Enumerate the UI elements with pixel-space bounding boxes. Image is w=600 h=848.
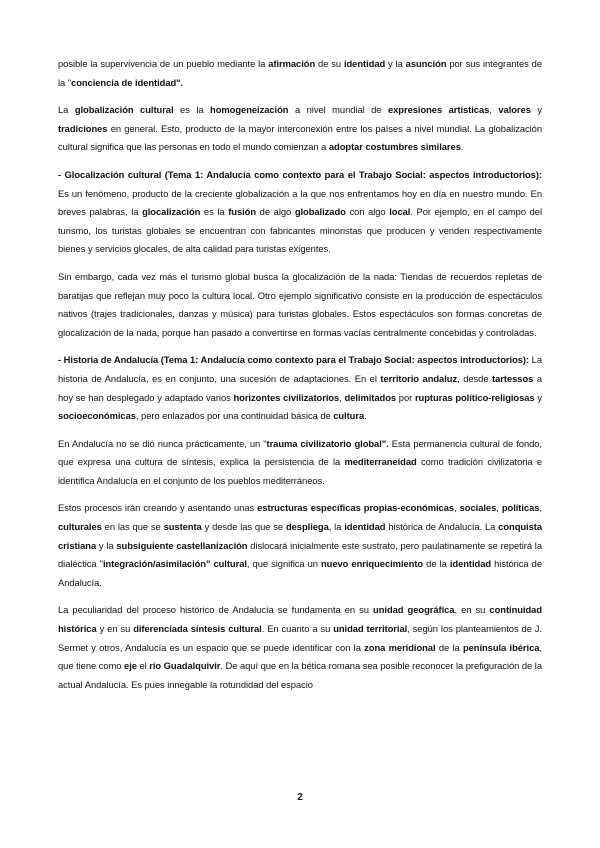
text-run: , que significa un <box>246 558 321 570</box>
bold-text-run: asunción <box>405 58 447 69</box>
text-run: en las que se <box>101 521 164 533</box>
paragraph <box>58 499 542 592</box>
bold-text-run: subsiguiente castellanización <box>116 539 248 551</box>
text-run: , que tiene como <box>58 641 542 672</box>
text-run: , <box>496 502 502 514</box>
bold-text-run: conciencia de identidad". <box>71 76 184 88</box>
text-run: por <box>396 391 415 403</box>
bold-text-run: despliega <box>285 521 329 533</box>
paragraph <box>58 601 542 694</box>
text-run: , <box>489 104 499 116</box>
bold-text-run: territorio andaluz <box>380 372 458 384</box>
text-run: Es un fenómeno, producto de la creciente globalización a la que nos enfrentamos hoy en día en nuestro mundo. En breves palabras, la <box>58 187 542 218</box>
text-run: . Por ejemplo, en el campo del turismo, los turistas globales se encuentran con fabricantes minoristas que producen y venden respectivamente bienes y servicios glocales, de alta calidad para turistas exigentes. <box>58 206 542 255</box>
bold-text-run: valores <box>498 104 531 116</box>
paragraph <box>58 101 542 157</box>
text-run: y la <box>385 58 406 69</box>
bold-text-run: globalizado <box>294 206 346 218</box>
bold-text-run: cultura <box>333 410 365 422</box>
bold-text-run: socioeconómicas <box>58 410 136 422</box>
bold-text-run: homogeneización <box>210 104 289 116</box>
bold-text-run: globalización cultural <box>74 104 174 116</box>
text-run: a nivel mundial de <box>288 104 388 116</box>
bold-text-run: continuidad histórica <box>58 604 542 635</box>
bold-text-run: integración/asimilación" cultural <box>102 558 247 570</box>
text-run: con algo <box>345 206 390 218</box>
text-run: . De aquí que en la bética romana sea posible reconocer la prefiguración de la actual Andalucía. Es pues innegable la rotundidad del espacio <box>58 660 542 690</box>
bold-text-run: - Glocalización cultural (Tema 1: Andalucía como contexto para el Trabajo Social: aspectos introductorios): <box>58 168 542 180</box>
text-run: es la <box>200 206 229 218</box>
text-run: , <box>339 391 345 403</box>
paragraph <box>58 351 542 425</box>
text-run: Sin embargo, cada vez más el turismo global busca la glocalización de la nada: Tiendas de recuerdos repletas de baratijas que reflejan muy poco la cultura local. Otro ejemplo significativo consiste en la producción de espectáculos nativos (trajes tradicionales, danzas y música) para turistas globales. Estos espectáculos son formas concretas de glocalización de la nada, porque han pasado a convertirse en formas vacías centralmente concebidas y controladas. <box>58 270 542 338</box>
text-run: de su <box>315 58 344 69</box>
text-run: . <box>460 141 464 153</box>
text-run: Estos procesos irán creando y asentando unas <box>58 502 258 514</box>
bold-text-run: unidad geográfica <box>373 604 455 616</box>
bold-text-run: expresiones artísticas <box>387 104 490 116</box>
bold-text-run: sociales <box>459 502 497 514</box>
text-run: histórica de Andalucía. <box>58 558 542 588</box>
text-run: y desde las que se <box>201 521 286 533</box>
text-run: , <box>454 502 460 514</box>
text-run: . En cuanto a su <box>261 623 334 635</box>
paragraph <box>58 435 542 491</box>
text-run: de algo <box>256 206 295 218</box>
text-run: , la <box>328 521 345 533</box>
bold-text-run: afirmación <box>268 58 316 69</box>
document-body <box>58 55 542 703</box>
text-run: La peculiaridad del proceso histórico de Andalucía se fundamenta en su <box>58 604 374 616</box>
text-run: de la <box>435 641 463 653</box>
bold-text-run: río Guadalquivir <box>149 660 221 672</box>
text-run: por sus integrantes de la " <box>58 58 542 88</box>
text-run: en general. Esto, producto de la mayor interconexión entre los países a nivel mundial. La globalización cultural significa que las personas en todo el mundo comienzan a <box>58 122 542 153</box>
bold-text-run: península ibérica <box>462 641 540 653</box>
text-run: , <box>539 502 542 514</box>
text-run: histórica de Andalucía. La <box>385 521 499 533</box>
text-run: es la <box>173 104 211 116</box>
text-run: el <box>136 660 150 672</box>
text-run: dislocará inicialmente este sustrato, pero paulatinamente se repetirá la dialéctica " <box>58 539 542 570</box>
bold-text-run: local <box>389 206 411 218</box>
text-run: y <box>534 391 542 403</box>
bold-text-run: zona meridional <box>364 641 436 653</box>
bold-text-run: identidad <box>344 521 386 533</box>
text-run: , desde <box>457 372 493 384</box>
bold-text-run: identidad <box>449 558 492 570</box>
text-run: como tradición civilizatoria e identifica Andalucía en el conjunto de los pueblos mediterráneos. <box>58 456 542 486</box>
text-run: La <box>58 104 75 116</box>
text-run: y la <box>96 539 117 551</box>
text-run: posible la supervivencia de un pueblo mediante la <box>58 58 269 69</box>
bold-text-run: culturales <box>58 521 102 533</box>
bold-text-run: fusión <box>228 206 257 218</box>
text-run: , pero enlazados por una continuidad básica de <box>135 410 334 422</box>
bold-text-run: mediterraneidad <box>344 456 417 468</box>
bold-text-run: delimitados <box>344 391 397 403</box>
bold-text-run: estructuras específicas propias-económicas <box>257 502 455 514</box>
text-run: de la <box>423 558 450 570</box>
paragraph <box>58 268 542 342</box>
text-run: . <box>364 410 367 422</box>
bold-text-run: eje <box>124 660 137 672</box>
bold-text-run: conquista cristiana <box>58 521 542 551</box>
bold-text-run: sustenta <box>163 521 202 533</box>
bold-text-run: adoptar costumbres similares <box>328 141 461 153</box>
text-run: a hoy se han desplegado y adaptado varios <box>58 372 543 403</box>
bold-text-run: unidad territorial <box>333 623 408 635</box>
bold-text-run: trauma civilizatorio global". <box>266 437 389 449</box>
text-run: En Andalucía no se dió nunca prácticamente, un " <box>58 437 267 449</box>
text-run: La historia de Andalucía, es en conjunto, una sucesión de adaptaciones. En el <box>58 354 542 384</box>
bold-text-run: políticas <box>501 502 540 514</box>
bold-text-run: horizontes civilizatorios <box>233 391 340 403</box>
bold-text-run: identidad <box>343 58 386 69</box>
text-run: y en su <box>96 623 134 635</box>
page-number: 2 <box>297 792 303 803</box>
bold-text-run: glocalización <box>142 206 201 218</box>
bold-text-run: nuevo enriquecimiento <box>321 558 424 570</box>
bold-text-run: tartessos <box>492 372 534 384</box>
bold-text-run: diferenciada síntesis cultural <box>133 623 262 635</box>
text-run: , según los planteamientos de J. Sermet y otros, Andalucía es un espacio que se puede identificar con la <box>58 623 542 653</box>
text-run: y <box>530 104 543 116</box>
bold-text-run: - Historia de Andalucía (Tema 1: Andalucía como contexto para el Trabajo Social: aspectos introductorios): <box>58 354 530 366</box>
paragraph <box>58 55 542 92</box>
bold-text-run: rupturas político-religiosas <box>414 391 535 403</box>
paragraph <box>58 166 542 259</box>
text-run: Esta permanencia cultural de fondo, que expresa una cultura de síntesis, explica la persistencia de la <box>58 437 542 468</box>
bold-text-run: tradiciones <box>58 122 108 134</box>
text-run: , en su <box>454 604 490 616</box>
